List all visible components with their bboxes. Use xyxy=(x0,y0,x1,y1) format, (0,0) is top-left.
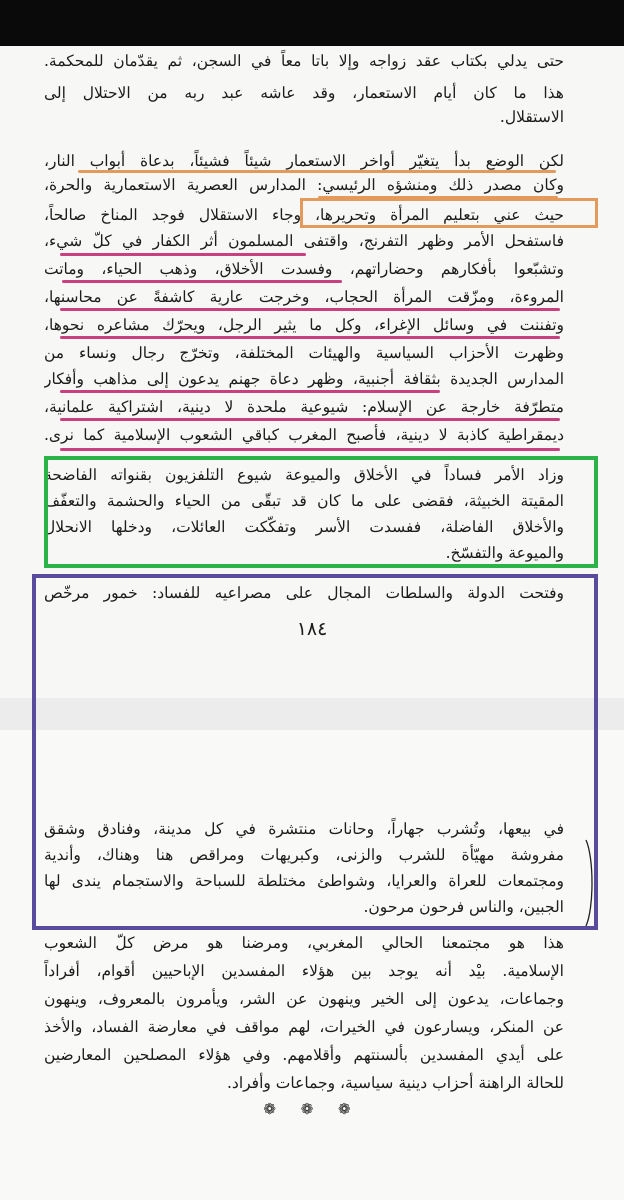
magenta-underline xyxy=(60,308,560,311)
text-line: المدارس الجديدة بثقافة أجنبية، وظهر دعاة جهنم يدعون إلى مذاهب وأفكار xyxy=(44,370,564,388)
magenta-underline xyxy=(60,253,306,256)
text-line: للحالة الراهنة أحزاب دينية سياسية، وجماعات وأفراد. xyxy=(226,1074,564,1092)
text-line: حتى يدلي بكتاب عقد زواجه وإلا باتا معاً في السجن، ثم يقدّمان للمحكمة. xyxy=(44,52,564,70)
text-line: حيث عني بتعليم المرأة وتحريرها، وجاء الاستقلال فوجد المناخ صالحاً، xyxy=(44,206,564,224)
margin-bracket-mark xyxy=(582,838,596,928)
text-line: والأخلاق الفاضلة، ففسدت الأسر وتفكّكت العائلات، ودخلها الانحلال xyxy=(44,518,564,536)
text-line: وتفننت في وسائل الإغراء، وكل ما يثير الرجل، ويحرّك مشاعره نحوها، xyxy=(44,316,564,334)
orange-underline xyxy=(78,170,556,173)
text-line: متطرّفة خارجة عن الإسلام: شيوعية ملحدة لا دينية، اشتراكية علمانية، xyxy=(44,398,564,416)
purple-highlight-box xyxy=(32,574,598,930)
magenta-underline xyxy=(60,448,560,451)
text-line: الجبين، والناس فرحون مرحون. xyxy=(363,898,564,916)
magenta-underline xyxy=(60,418,560,421)
magenta-underline xyxy=(62,280,342,283)
text-line: ديمقراطية كاذبة لا دينية، فأصبح المغرب كباقي الشعوب الإسلامية كما نرى. xyxy=(44,426,564,444)
text-line: والميوعة والتفسّخ. xyxy=(445,544,564,562)
text-line: هذا هو مجتمعنا الحالي المغربي، ومرضنا هو مرض كلّ الشعوب xyxy=(44,934,564,952)
text-line: وتشبّعوا بأفكارهم وحضاراتهم، وفسدت الأخلاق، وذهب الحياء، وماتت xyxy=(44,260,564,278)
end-ornament: ❁ ❁ ❁ xyxy=(263,1100,361,1118)
text-line: وظهرت الأحزاب السياسية والهيئات المختلفة، وتخرّج رجال ونساء من xyxy=(44,344,564,362)
black-header-bar xyxy=(0,0,624,46)
page-number: ١٨٤ xyxy=(296,618,328,640)
text-line: الاستقلال. xyxy=(499,108,564,126)
magenta-underline xyxy=(60,390,440,393)
text-line: فاستفحل الأمر وظهر التفرنج، واقتفى المسلمون أثر الكفار في كلّ شيء، xyxy=(44,232,564,250)
text-line: وزاد الأمر فساداً في الأخلاق والميوعة شيوع التلفزيون بقنواته الفاضحة xyxy=(44,466,564,484)
green-highlight-box xyxy=(44,456,598,568)
text-line: وجماعات، يدعون إلى الخير وينهون عن الشر، ويأمرون بالمعروف، وينهون xyxy=(44,990,564,1008)
text-line: المقيتة الخبيثة، فقضى على ما كان قد تبقّى من الحياء والحشمة والتعفّف xyxy=(44,492,564,510)
text-line: على أيدي المفسدين بألسنتهم وأقلامهم. وفي هؤلاء المصلحين المعارضين xyxy=(44,1046,564,1064)
text-line: عن المنكر، ويسارعون في الخيرات، لهم مواقف في معارضة الفساد، والأخذ xyxy=(44,1018,564,1036)
orange-highlight-box xyxy=(300,198,598,228)
text-line: لكن الوضع بدأ يتغيّر أواخر الاستعمار شيئاً فشيئاً، بدعاة أبواب النار، xyxy=(44,152,564,170)
text-line: وكان مصدر ذلك ومنشؤه الرئيسي: المدارس العصرية الاستعمارية والحرة، xyxy=(44,176,564,194)
text-line: المروءة، ومزّقت المرأة الحجاب، وخرجت عارية كاشفةً عن محاسنها، xyxy=(44,288,564,306)
text-line: وفتحت الدولة والسلطات المجال على مصراعيه للفساد: خمور مرخّص xyxy=(44,584,564,602)
text-line: مفروشة مهيّأة للشرب والزنى، وكبريهات ومراقص هنا وهناك، وأندية xyxy=(44,846,564,864)
text-line: هذا ما كان أيام الاستعمار، وقد عاشه عبد ربه من الاحتلال إلى xyxy=(44,84,564,102)
text-line: الإسلامية. بيْد أنه يوجد بين هؤلاء المفسدين الإباحيين أقوام، أفراداً xyxy=(44,962,564,980)
magenta-underline xyxy=(60,336,560,339)
text-line: ومجتمعات للعراة والعرايا، وشواطئ مختلطة للسباحة والاستجمام يندى لها xyxy=(44,872,564,890)
text-line: في بيعها، وتُشرب جهاراً، وحانات منتشرة في كل مدينة، وفنادق وشقق xyxy=(44,820,564,838)
